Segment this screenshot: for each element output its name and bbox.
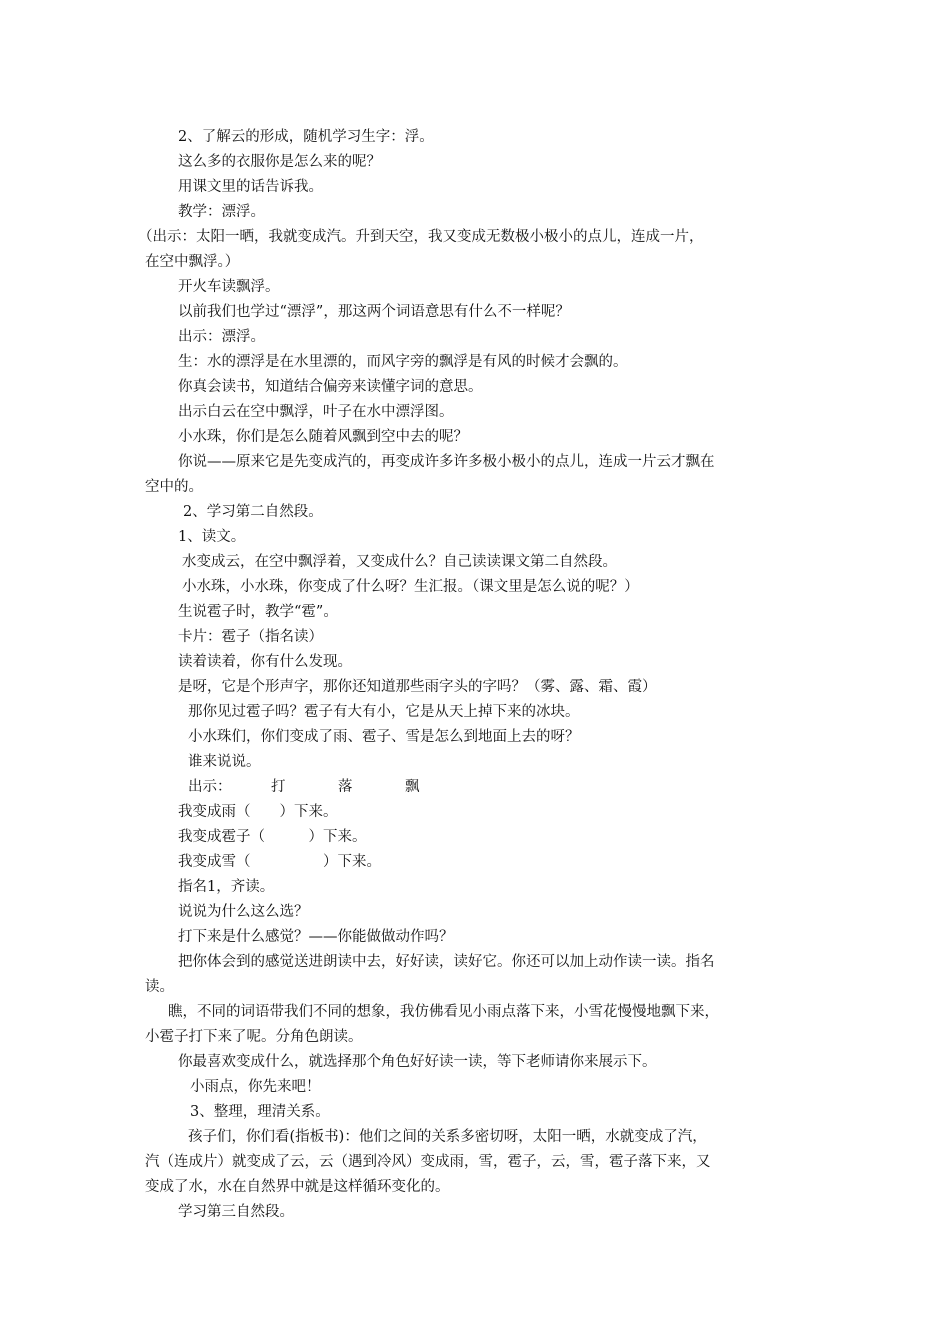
text-line: 读着读着，你有什么发现。 [178, 654, 352, 670]
text-line: 打下来是什么感觉？——你能做做动作吗？ [178, 929, 454, 945]
text-line: 2、了解云的形成，随机学习生字：浮。 [178, 129, 434, 145]
text-line: 出示白云在空中飘浮，叶子在水中漂浮图。 [178, 404, 454, 420]
text-line: 你最喜欢变成什么，就选择那个角色好好读一读，等下老师请你来展示下。 [178, 1054, 657, 1070]
text-line: 指名1，齐读。 [178, 879, 275, 895]
text-line: 小水珠，你们是怎么随着风飘到空中去的呢？ [178, 429, 468, 445]
text-line: 用课文里的话告诉我。 [178, 179, 323, 195]
text-line: 孩子们，你们看(指板书)：他们之间的关系多密切呀，太阳一晒，水就变成了汽， [188, 1129, 707, 1145]
text-line: 你真会读书，知道结合偏旁来读懂字词的意思。 [178, 379, 483, 395]
text-line: 水变成云，在空中飘浮着，又变成什么？自己读读课文第二自然段。 [182, 554, 617, 570]
text-line: 出示：漂浮。 [178, 329, 265, 345]
text-line: （出示：太阳一晒，我就变成汽。升到天空，我又变成无数极小极小的点儿，连成一片， [138, 229, 704, 245]
text-line: 瞧，不同的词语带我们不同的想象，我仿佛看见小雨点落下来，小雪花慢慢地飘下来， [168, 1004, 719, 1020]
text-line: 是呀，它是个形声字，那你还知道那些雨字头的字吗？（雾、露、霜、霞） [178, 679, 657, 695]
text-line: 空中的。 [145, 479, 203, 495]
text-line: 学习第三自然段。 [178, 1204, 294, 1220]
text-line: 出示： [188, 779, 232, 795]
text-line: 那你见过雹子吗？雹子有大有小，它是从天上掉下来的冰块。 [188, 704, 580, 720]
word-choice-luo: 落 [338, 779, 353, 795]
text-line: 我变成雹子（ ）下来。 [178, 829, 367, 845]
text-line: 汽（连成片）就变成了云，云（遇到冷风）变成雨，雪，雹子，云，雪，雹子落下来，又 [145, 1154, 711, 1170]
text-line: 我变成雨（ ）下来。 [178, 804, 338, 820]
text-line: 生说雹子时，教学“雹”。 [178, 604, 338, 620]
word-choice-da: 打 [271, 779, 286, 795]
text-line: 卡片：雹子（指名读） [178, 629, 323, 645]
text-line: 以前我们也学过“漂浮”，那这两个词语意思有什么不一样呢？ [178, 304, 570, 320]
text-line: 把你体会到的感觉送进朗读中去，好好读，读好它。你还可以加上动作读一读。指名 [178, 954, 715, 970]
text-line: 读。 [145, 979, 174, 995]
text-line: 小水珠们，你们变成了雨、雹子、雪是怎么到地面上去的呀？ [188, 729, 580, 745]
text-line: 小雹子打下来了呢。分角色朗读。 [145, 1029, 363, 1045]
text-line: 小雨点，你先来吧！ [190, 1079, 321, 1095]
text-line: 教学：漂浮。 [178, 204, 265, 220]
text-line: 在空中飘浮。） [145, 254, 240, 270]
text-line: 你说——原来它是先变成汽的，再变成许多许多极小极小的点儿，连成一片云才飘在 [178, 454, 715, 470]
text-line: 1、读文。 [178, 529, 246, 545]
text-line: 我变成雪（ ）下来。 [178, 854, 381, 870]
text-line: 变成了水，水在自然界中就是这样循环变化的。 [145, 1179, 450, 1195]
text-line: 开火车读飘浮。 [178, 279, 280, 295]
text-line: 生：水的漂浮是在水里漂的，而风字旁的飘浮是有风的时候才会飘的。 [178, 354, 628, 370]
word-choice-piao: 飘 [405, 779, 420, 795]
text-line: 2、学习第二自然段。 [183, 504, 323, 520]
text-line: 这么多的衣服你是怎么来的呢？ [178, 154, 381, 170]
text-line: 说说为什么这么选？ [178, 904, 309, 920]
text-line: 小水珠，小水珠，你变成了什么呀？生汇报。（课文里是怎么说的呢？） [182, 579, 639, 595]
text-line: 3、整理，理清关系。 [190, 1104, 330, 1120]
text-line: 谁来说说。 [188, 754, 261, 770]
